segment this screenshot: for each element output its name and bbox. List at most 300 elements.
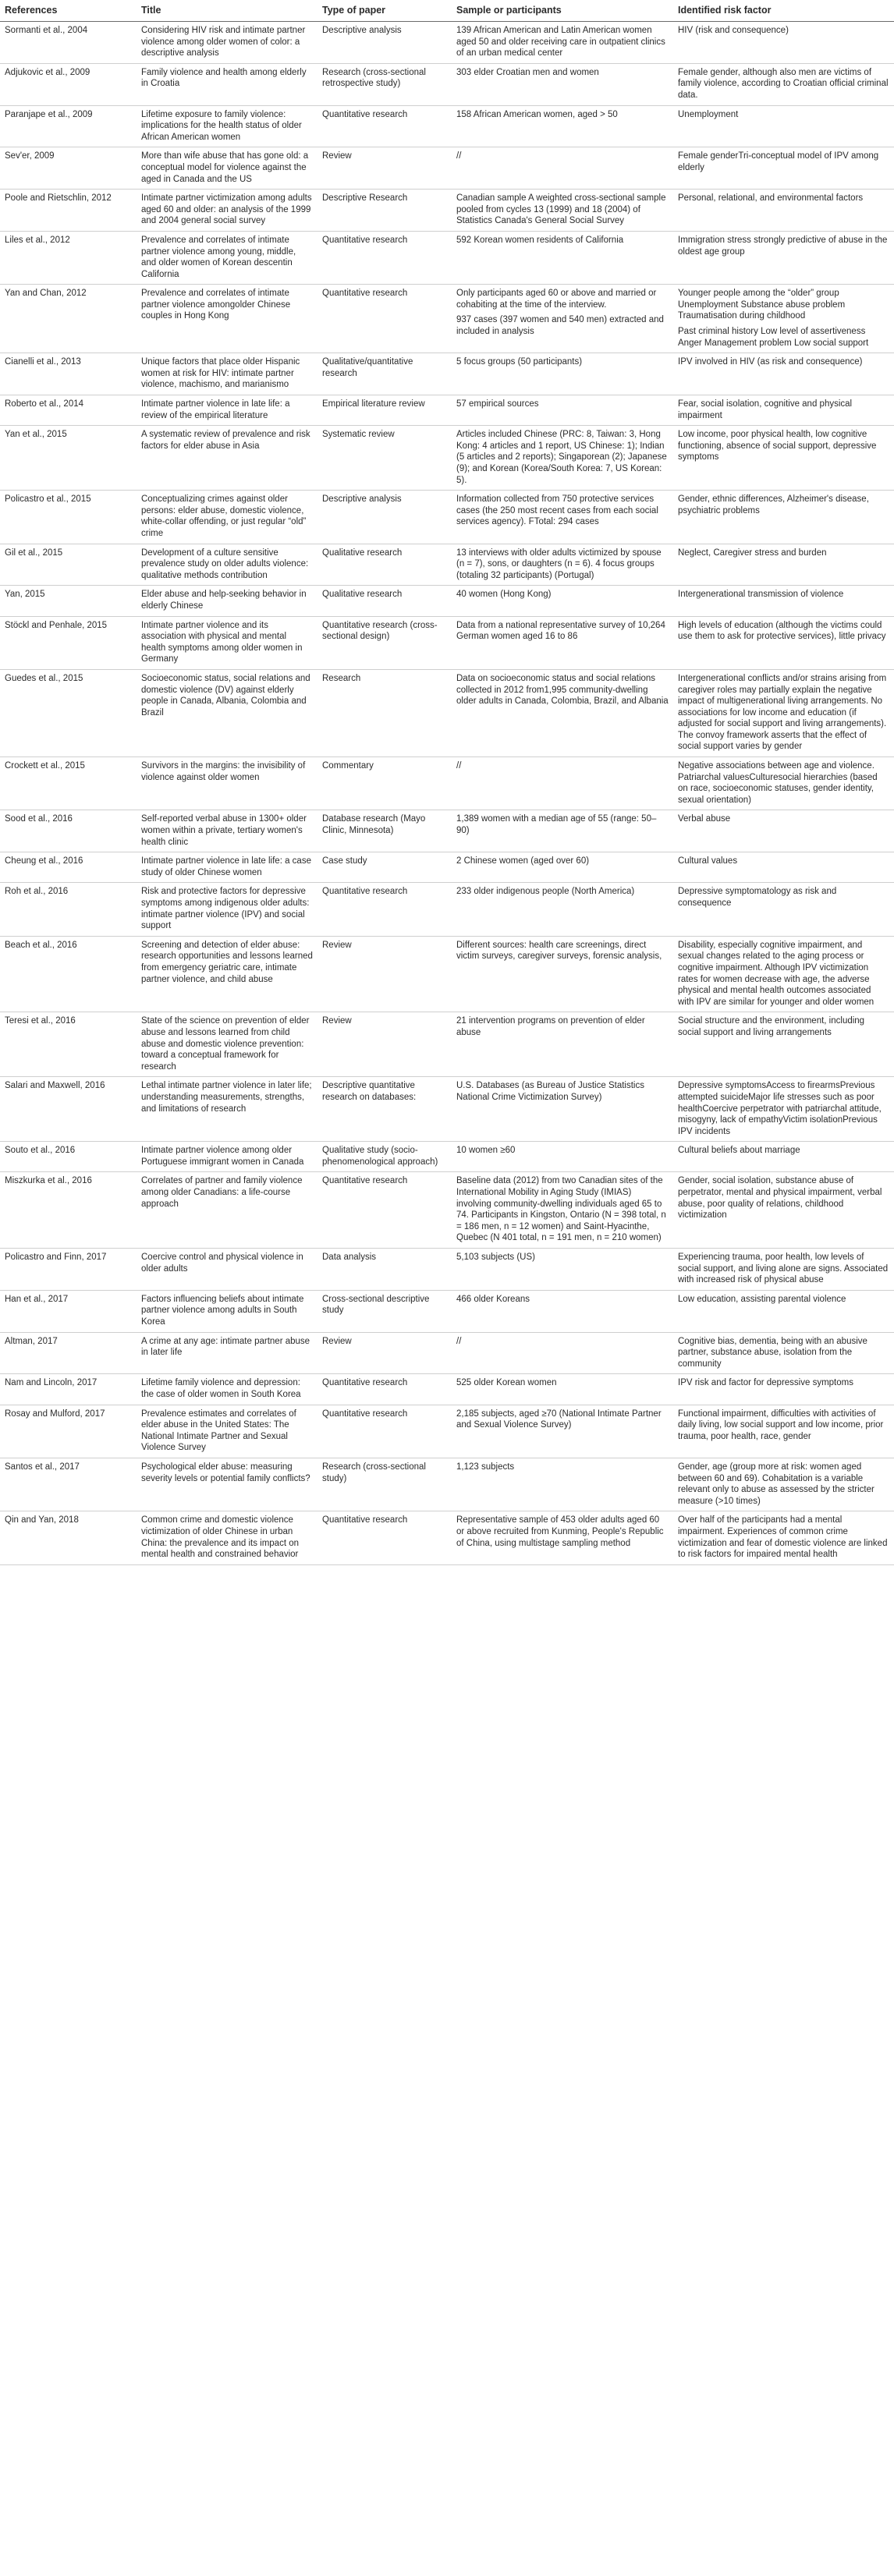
cell-paragraph: 5 focus groups (50 participants) [456, 357, 583, 367]
cell-paragraph: Socioeconomic status, social relations and domestic violence (DV) against elderly people in Canada, Albania, Colombia and Brazil [141, 673, 310, 718]
sample-cell [452, 63, 673, 105]
cell-paragraph: Intimate partner victimization among adults aged 60 and older: an analysis of the 1999 and 2004 general social survey [141, 193, 312, 226]
title-cell [137, 1458, 318, 1511]
sample-cell [452, 285, 673, 353]
type-cell [318, 22, 452, 64]
title-cell [137, 669, 318, 757]
header-identified-risk-factor: Identified risk factor [673, 0, 894, 22]
cell-paragraph: Quantitative research [322, 289, 408, 299]
cell-paragraph: Guedes et al., 2015 [5, 673, 83, 683]
cell-paragraph: Social structure and the environment, including social support and living arrangements [678, 1016, 865, 1037]
risk-factor-cell [673, 353, 894, 395]
type-cell [318, 491, 452, 544]
cell-paragraph: 937 cases (397 women and 540 men) extracted and included in analysis [456, 315, 664, 337]
risk-factor-cell [673, 1172, 894, 1249]
sample-cell [452, 1332, 673, 1374]
cell-paragraph: 525 older Korean women [456, 1378, 557, 1388]
type-cell [318, 285, 452, 353]
cell-paragraph: Rosay and Mulford, 2017 [5, 1408, 105, 1419]
cell-paragraph: Quantitative research [322, 1378, 408, 1388]
type-cell [318, 147, 452, 190]
reference-cell [0, 852, 137, 883]
cell-paragraph: Canadian sample A weighted cross-sectional sample pooled from cycles 13 (1999) and 18 (2004) of Statistics Canada's General Social Survey [456, 193, 666, 226]
table-row [0, 426, 894, 491]
cell-paragraph: Intergenerational conflicts and/or strains arising from caregiver roles may partially explain the negative impact of multigenerational living arrangements. No associations for low income and education (if adjusted for social support and living arrangements). The convoy framework asserts that the effect of social support varies by gender [678, 673, 887, 752]
cell-paragraph: A systematic review of prevalence and risk factors for elder abuse in Asia [141, 430, 310, 451]
table-row [0, 852, 894, 883]
cell-paragraph: Qualitative/quantitative research [322, 357, 413, 378]
cell-paragraph: U.S. Databases (as Bureau of Justice Statistics National Crime Victimization Survey) [456, 1081, 644, 1102]
cell-paragraph: Yan and Chan, 2012 [5, 289, 87, 299]
type-cell [318, 1290, 452, 1332]
reference-cell [0, 395, 137, 426]
cell-paragraph: Han et al., 2017 [5, 1294, 69, 1304]
sample-cell [452, 1172, 673, 1249]
reference-cell [0, 810, 137, 852]
cell-paragraph: Immigration stress strongly predictive of abuse in the oldest age group [678, 235, 888, 257]
type-cell [318, 1332, 452, 1374]
title-cell [137, 1332, 318, 1374]
cell-paragraph: Personal, relational, and environmental factors [678, 193, 864, 204]
risk-factor-cell [673, 1012, 894, 1077]
cell-paragraph: Descriptive quantitative research on databases: [322, 1081, 417, 1102]
cell-paragraph: Data on socioeconomic status and social relations collected in 2012 from1,995 community-dwelling older adults in Canada, Colombia, Brazil, and Albania [456, 673, 669, 707]
cell-paragraph: Altman, 2017 [5, 1336, 58, 1346]
sample-cell [452, 852, 673, 883]
cell-paragraph: Policastro et al., 2015 [5, 494, 91, 505]
cell-paragraph: Coercive control and physical violence in older adults [141, 1253, 303, 1274]
type-cell [318, 1249, 452, 1291]
cell-paragraph: Review [322, 1336, 352, 1346]
cell-paragraph: Disability, especially cognitive impairment, and sexual changes related to the aging process or cognitive impairment. Although IPV victimization rates for women decrease with age, the adverse physical and mental health outcomes associated with IPV are similar for younger and older women [678, 940, 874, 1007]
title-cell [137, 936, 318, 1012]
sample-cell [452, 1405, 673, 1458]
sample-cell [452, 426, 673, 491]
cell-paragraph: More than wife abuse that has gone old: a conceptual model for violence against the aged in Canada and the US [141, 151, 309, 184]
risk-factor-cell [673, 586, 894, 616]
table-row [0, 1511, 894, 1564]
type-cell [318, 1458, 452, 1511]
sample-cell [452, 353, 673, 395]
cell-paragraph: Lifetime exposure to family violence: implications for the health status of older African American women [141, 109, 302, 142]
cell-paragraph: 21 intervention programs on prevention of elder abuse [456, 1016, 645, 1037]
table-row [0, 231, 894, 284]
table-row [0, 1172, 894, 1249]
cell-paragraph: Yan, 2015 [5, 590, 45, 600]
title-cell [137, 231, 318, 284]
cell-paragraph: Descriptive analysis [322, 494, 402, 505]
table-row [0, 1405, 894, 1458]
table-row [0, 1332, 894, 1374]
type-cell [318, 1172, 452, 1249]
title-cell [137, 1249, 318, 1291]
reference-cell [0, 63, 137, 105]
cell-paragraph: Research (cross-sectional retrospective study) [322, 67, 426, 89]
cell-paragraph: Past criminal history Low level of assertiveness Anger Management problem Low social support [678, 327, 869, 348]
cell-paragraph: Sormanti et al., 2004 [5, 26, 88, 35]
risk-factor-cell [673, 936, 894, 1012]
reference-cell [0, 616, 137, 669]
reference-cell [0, 757, 137, 810]
cell-paragraph: Research [322, 673, 361, 683]
table-row [0, 616, 894, 669]
risk-factor-cell [673, 669, 894, 757]
reference-cell [0, 1290, 137, 1332]
sample-cell [452, 1511, 673, 1564]
cell-paragraph: High levels of education (although the victims could use them to ask for protective services), little privacy [678, 620, 886, 642]
cell-paragraph: Development of a culture sensitive prevalence study on older adults violence: qualitative methods contribution [141, 547, 309, 580]
table-row [0, 63, 894, 105]
table-row [0, 353, 894, 395]
cell-paragraph: Quantitative research [322, 235, 408, 245]
cell-paragraph: Intimate partner violence in late life: a review of the empirical literature [141, 399, 290, 420]
cell-paragraph: Correlates of partner and family violence among older Canadians: a life-course approach [141, 1176, 303, 1209]
cell-paragraph: Miszkurka et al., 2016 [5, 1176, 92, 1186]
cell-paragraph: Roberto et al., 2014 [5, 399, 84, 409]
table-row [0, 936, 894, 1012]
cell-paragraph: Younger people among the “older” group Unemployment Substance abuse problem Traumatisation during childhood [678, 289, 846, 321]
title-cell [137, 852, 318, 883]
sample-cell [452, 616, 673, 669]
cell-paragraph: A crime at any age: intimate partner abuse in later life [141, 1336, 310, 1358]
cell-paragraph: Quantitative research [322, 887, 408, 897]
cell-paragraph: Gil et al., 2015 [5, 547, 63, 558]
table-row [0, 1142, 894, 1172]
sample-cell [452, 936, 673, 1012]
cell-paragraph: Considering HIV risk and intimate partner violence among older women of color: a descriptive analysis [141, 26, 306, 58]
title-cell [137, 544, 318, 586]
table-row [0, 1077, 894, 1142]
cell-paragraph: Articles included Chinese (PRC: 8, Taiwan: 3, Hong Kong: 4 articles and 1 report, US Chinese: 1); Indian (5 articles and 2 reports); Singaporean (2); Japanese (9); and Korean (Korea/South Korea: 7, US Korean: 5). [456, 430, 667, 485]
table-row [0, 190, 894, 232]
cell-paragraph: 139 African American and Latin American women aged 50 and older receiving care in outpatient clinics of an urban medical center [456, 26, 665, 58]
risk-factor-cell [673, 1249, 894, 1291]
reference-cell [0, 1405, 137, 1458]
cell-paragraph: Lifetime family violence and depression: the case of older women in South Korea [141, 1378, 301, 1399]
cell-paragraph: Low income, poor physical health, low cognitive functioning, absence of social support, depressive symptoms [678, 430, 877, 462]
cell-paragraph: Functional impairment, difficulties with activities of daily living, low social support and low income, prior trauma, poor health, race, gender [678, 1408, 884, 1441]
title-cell [137, 147, 318, 190]
cell-paragraph: Souto et al., 2016 [5, 1146, 76, 1156]
cell-paragraph: Cross-sectional descriptive study [322, 1294, 430, 1316]
cell-paragraph: 40 women (Hong Kong) [456, 590, 552, 600]
sample-cell [452, 1077, 673, 1142]
table-row [0, 1458, 894, 1511]
cell-paragraph: Gender, ethnic differences, Alzheimer's disease, psychiatric problems [678, 494, 869, 516]
sample-cell [452, 105, 673, 147]
cell-paragraph: Female genderTri-conceptual model of IPV among elderly [678, 151, 879, 172]
cell-paragraph: Neglect, Caregiver stress and burden [678, 547, 827, 558]
table-header [0, 0, 894, 22]
risk-factor-cell [673, 1458, 894, 1511]
reference-cell [0, 1172, 137, 1249]
cell-paragraph: 1,123 subjects [456, 1462, 515, 1472]
title-cell [137, 1077, 318, 1142]
title-cell [137, 426, 318, 491]
sample-cell [452, 1374, 673, 1405]
risk-factor-cell [673, 1290, 894, 1332]
cell-paragraph: Female gender, although also men are victims of family violence, according to Croatian official criminal data. [678, 67, 889, 100]
cell-paragraph: Fear, social isolation, cognitive and physical impairment [678, 399, 853, 420]
risk-factor-cell [673, 395, 894, 426]
cell-paragraph: Stöckl and Penhale, 2015 [5, 620, 108, 630]
cell-paragraph: Teresi et al., 2016 [5, 1016, 76, 1026]
type-cell [318, 1012, 452, 1077]
cell-paragraph: 466 older Koreans [456, 1294, 530, 1304]
title-cell [137, 63, 318, 105]
type-cell [318, 669, 452, 757]
table-body [0, 22, 894, 1565]
type-cell [318, 426, 452, 491]
cell-paragraph: Case study [322, 856, 367, 866]
risk-factor-cell [673, 1511, 894, 1564]
cell-paragraph: Sood et al., 2016 [5, 814, 73, 824]
sample-cell [452, 1458, 673, 1511]
cell-paragraph: Experiencing trauma, poor health, low levels of social support, and living alone are signs. Associated with increased risk of physical abuse [678, 1253, 889, 1285]
cell-paragraph: Santos et al., 2017 [5, 1462, 80, 1472]
sample-cell [452, 1142, 673, 1172]
title-cell [137, 22, 318, 64]
cell-paragraph: 13 interviews with older adults victimized by spouse (n = 7), sons, or daughters (n = 6). 4 focus groups (totaling 32 participants) (Portugal) [456, 547, 662, 580]
sample-cell [452, 231, 673, 284]
title-cell [137, 1290, 318, 1332]
cell-paragraph: Research (cross-sectional study) [322, 1462, 426, 1483]
risk-factor-cell [673, 757, 894, 810]
cell-paragraph: Beach et al., 2016 [5, 940, 77, 950]
risk-factor-cell [673, 285, 894, 353]
cell-paragraph: HIV (risk and consequence) [678, 26, 789, 35]
cell-paragraph: Commentary [322, 761, 374, 771]
risk-factor-cell [673, 491, 894, 544]
cell-paragraph: 2 Chinese women (aged over 60) [456, 856, 590, 866]
sample-cell [452, 757, 673, 810]
title-cell [137, 883, 318, 936]
cell-paragraph: 10 women ≥60 [456, 1146, 516, 1156]
table-row [0, 395, 894, 426]
header-row [0, 0, 894, 22]
cell-paragraph: IPV risk and factor for depressive symptoms [678, 1378, 853, 1388]
cell-paragraph: Intergenerational transmission of violence [678, 590, 844, 600]
cell-paragraph: Quantitative research [322, 109, 408, 119]
table-row [0, 1012, 894, 1077]
cell-paragraph: // [456, 151, 462, 161]
risk-factor-cell [673, 22, 894, 64]
cell-paragraph: 2,185 subjects, aged ≥70 (National Intimate Partner and Sexual Violence Survey) [456, 1408, 662, 1430]
cell-paragraph: IPV involved in HIV (as risk and consequence) [678, 357, 863, 367]
cell-paragraph: 303 elder Croatian men and women [456, 67, 599, 77]
cell-paragraph: Depressive symptomatology as risk and consequence [678, 887, 837, 908]
type-cell [318, 105, 452, 147]
cell-paragraph: Elder abuse and help-seeking behavior in elderly Chinese [141, 590, 307, 611]
risk-factor-cell [673, 883, 894, 936]
title-cell [137, 1012, 318, 1077]
cell-paragraph: Cultural beliefs about marriage [678, 1146, 800, 1156]
cell-paragraph: Representative sample of 453 older adults aged 60 or above recruited from Kunming, People's Republic of China, using multistage sampling method [456, 1515, 664, 1548]
title-cell [137, 491, 318, 544]
cell-paragraph: Low education, assisting parental violence [678, 1294, 846, 1304]
title-cell [137, 1172, 318, 1249]
table-row [0, 544, 894, 586]
cell-paragraph: Gender, age (group more at risk: women aged between 60 and 69). Cohabitation is a variable relevant only to abuse as assessed by the stricter measure (>10 times) [678, 1462, 874, 1506]
reference-cell [0, 147, 137, 190]
reference-cell [0, 669, 137, 757]
cell-paragraph: Over half of the participants had a mental impairment. Experiences of common crime victimization and fear of domestic violence are linked to risk factors for impaired mental health [678, 1515, 888, 1560]
cell-paragraph: // [456, 761, 462, 771]
sample-cell [452, 1249, 673, 1291]
risk-factor-cell [673, 810, 894, 852]
table-row [0, 105, 894, 147]
header-references: References [0, 0, 137, 22]
reference-cell [0, 190, 137, 232]
cell-paragraph: Liles et al., 2012 [5, 235, 70, 245]
table-row [0, 1374, 894, 1405]
cell-paragraph: Intimate partner violence among older Portuguese immigrant women in Canada [141, 1146, 304, 1167]
reference-cell [0, 1249, 137, 1291]
cell-paragraph: Review [322, 940, 352, 950]
table-row [0, 669, 894, 757]
sample-cell [452, 22, 673, 64]
risk-factor-cell [673, 616, 894, 669]
title-cell [137, 586, 318, 616]
cell-paragraph: Roh et al., 2016 [5, 887, 69, 897]
risk-factor-cell [673, 852, 894, 883]
risk-factor-cell [673, 147, 894, 190]
cell-paragraph: Adjukovic et al., 2009 [5, 67, 90, 77]
title-cell [137, 1142, 318, 1172]
cell-paragraph: Yan et al., 2015 [5, 430, 67, 440]
cell-paragraph: Gender, social isolation, substance abuse of perpetrator, mental and physical impairment, verbal abuse, poor quality of relations, childhood victimization [678, 1176, 882, 1221]
sample-cell [452, 810, 673, 852]
cell-paragraph: Risk and protective factors for depressive symptoms among indigenous older adults: intimate partner violence (IPV) and social support [141, 887, 310, 931]
cell-paragraph: Qualitative study (socio-phenomenological approach) [322, 1146, 438, 1167]
cell-paragraph: Review [322, 151, 352, 161]
cell-paragraph: Unique factors that place older Hispanic women at risk for HIV: intimate partner violence, machismo, and marianismo [141, 357, 300, 390]
risk-factor-cell [673, 1077, 894, 1142]
sample-cell [452, 1290, 673, 1332]
title-cell [137, 105, 318, 147]
title-cell [137, 353, 318, 395]
type-cell [318, 63, 452, 105]
table-row [0, 883, 894, 936]
title-cell [137, 395, 318, 426]
type-cell [318, 544, 452, 586]
header-type-of-paper: Type of paper [318, 0, 452, 22]
reference-cell [0, 1012, 137, 1077]
cell-paragraph: Self-reported verbal abuse in 1300+ older women within a private, tertiary women's health clinic [141, 814, 307, 847]
cell-paragraph: Family violence and health among elderly in Croatia [141, 67, 307, 89]
reference-cell [0, 1332, 137, 1374]
table-row [0, 147, 894, 190]
sample-cell [452, 491, 673, 544]
cell-paragraph: Database research (Mayo Clinic, Minnesota) [322, 814, 426, 836]
cell-paragraph: Negative associations between age and violence. Patriarchal valuesCulturesocial hierarchies (based on race, socioeconomic statuses, gender identity, sexual orientation) [678, 761, 878, 805]
risk-factor-cell [673, 1405, 894, 1458]
cell-paragraph: Salari and Maxwell, 2016 [5, 1081, 105, 1091]
cell-paragraph: Nam and Lincoln, 2017 [5, 1378, 98, 1388]
reference-cell [0, 1142, 137, 1172]
cell-paragraph: Prevalence and correlates of intimate partner violence among young, middle, and older women of Korean descentin California [141, 235, 296, 279]
sample-cell [452, 147, 673, 190]
table-row [0, 1249, 894, 1291]
sample-cell [452, 544, 673, 586]
cell-paragraph: Poole and Rietschlin, 2012 [5, 193, 112, 204]
reference-cell [0, 22, 137, 64]
type-cell [318, 1405, 452, 1458]
table-row [0, 491, 894, 544]
risk-factor-cell [673, 426, 894, 491]
cell-paragraph: Qualitative research [322, 590, 403, 600]
cell-paragraph: Qin and Yan, 2018 [5, 1515, 79, 1525]
type-cell [318, 586, 452, 616]
cell-paragraph: Survivors in the margins: the invisibility of violence against older women [141, 761, 306, 782]
reference-cell [0, 353, 137, 395]
table-row [0, 285, 894, 353]
risk-factor-cell [673, 544, 894, 586]
cell-paragraph: Quantitative research [322, 1176, 408, 1186]
reference-cell [0, 883, 137, 936]
type-cell [318, 231, 452, 284]
cell-paragraph: State of the science on prevention of elder abuse and lessons learned from child abuse and domestic violence prevention: toward a conceptual framework for research [141, 1016, 310, 1072]
cell-paragraph: Quantitative research [322, 1515, 408, 1525]
cell-paragraph: 233 older indigenous people (North America) [456, 887, 635, 897]
type-cell [318, 757, 452, 810]
cell-paragraph: Descriptive Research [322, 193, 408, 204]
risk-factor-cell [673, 63, 894, 105]
header-sample-or-participants: Sample or participants [452, 0, 673, 22]
reference-cell [0, 1077, 137, 1142]
table-row [0, 22, 894, 64]
cell-paragraph: Qualitative research [322, 547, 403, 558]
type-cell [318, 190, 452, 232]
sample-cell [452, 586, 673, 616]
type-cell [318, 1077, 452, 1142]
cell-paragraph: Different sources: health care screenings, direct victim surveys, caregiver surveys, forensic analysis, [456, 940, 662, 962]
title-cell [137, 190, 318, 232]
type-cell [318, 395, 452, 426]
cell-paragraph: 1,389 women with a median age of 55 (range: 50–90) [456, 814, 657, 836]
reference-cell [0, 1511, 137, 1564]
reference-cell [0, 544, 137, 586]
cell-paragraph: Unemployment [678, 109, 739, 119]
reference-cell [0, 1458, 137, 1511]
cell-paragraph: Depressive symptomsAccess to firearmsPrevious attempted suicideMajor life stresses such as poor healthCoercive perpetrator with patriarchal attitude, misogyny, lack of empathyVictim isolationPrevious IPV incidents [678, 1081, 882, 1136]
sample-cell [452, 669, 673, 757]
cell-paragraph: Factors influencing beliefs about intimate partner violence among adults in South Korea [141, 1294, 304, 1327]
cell-paragraph: Systematic review [322, 430, 395, 440]
cell-paragraph: 592 Korean women residents of California [456, 235, 624, 245]
cell-paragraph: Verbal abuse [678, 814, 731, 824]
type-cell [318, 810, 452, 852]
cell-paragraph: Cognitive bias, dementia, being with an abusive partner, substance abuse, isolation from the community [678, 1336, 867, 1369]
cell-paragraph: 158 African American women, aged > 50 [456, 109, 618, 119]
cell-paragraph: 57 empirical sources [456, 399, 539, 409]
title-cell [137, 810, 318, 852]
risk-factor-cell [673, 190, 894, 232]
title-cell [137, 285, 318, 353]
sample-cell [452, 190, 673, 232]
reference-cell [0, 105, 137, 147]
cell-paragraph: Information collected from 750 protective services cases (the 250 most recent cases from each social services agency). FTotal: 294 cases [456, 494, 658, 527]
risk-factor-cell [673, 1142, 894, 1172]
cell-paragraph: Intimate partner violence in late life: a case study of older Chinese women [141, 856, 311, 877]
cell-paragraph: Review [322, 1016, 352, 1026]
cell-paragraph: Conceptualizing crimes against older persons: elder abuse, domestic violence, white-collar offending, or just regular “old” crime [141, 494, 307, 538]
cell-paragraph: Data from a national representative survey of 10,264 German women aged 16 to 86 [456, 620, 665, 642]
sample-cell [452, 883, 673, 936]
reference-cell [0, 285, 137, 353]
risk-factor-cell [673, 1332, 894, 1374]
cell-paragraph: Empirical literature review [322, 399, 425, 409]
